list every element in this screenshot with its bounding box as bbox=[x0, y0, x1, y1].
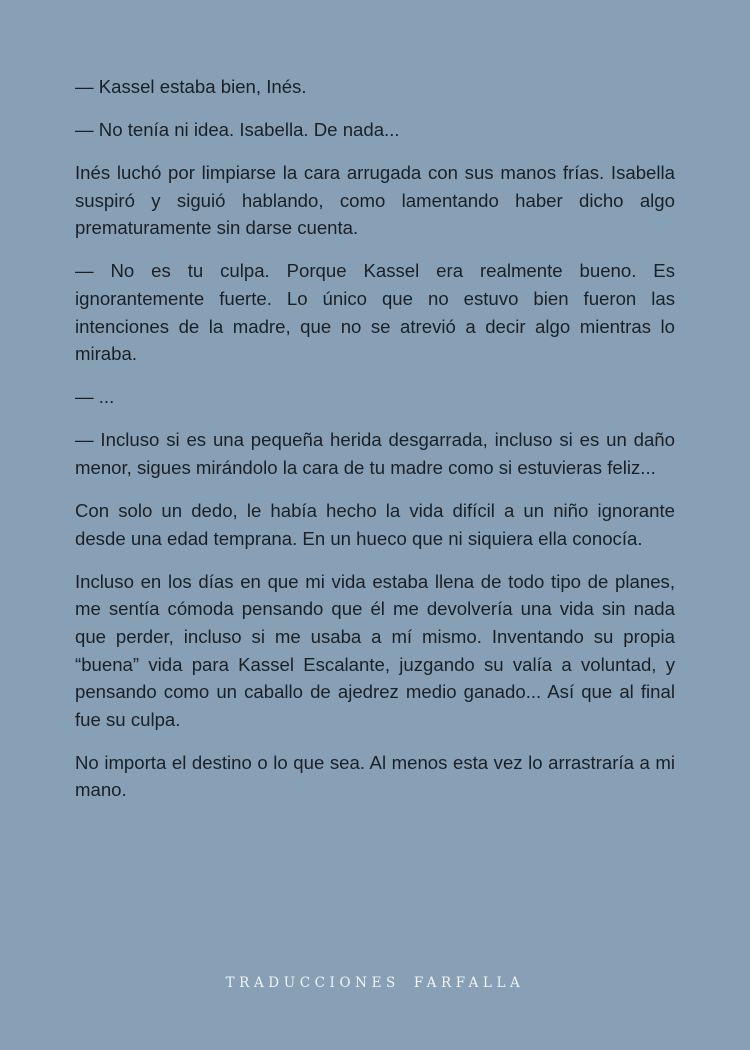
footer-word: TRADUCCIONES bbox=[225, 975, 400, 991]
paragraph: — Kassel estaba bien, Inés. bbox=[75, 76, 307, 97]
paragraph: — Incluso si es una pequeña herida desgarrada, incluso si es un daño menor, sigues mirándolo la cara de tu madre como si estuvieras feliz... bbox=[75, 429, 675, 479]
paragraph: Incluso en los días en que mi vida estaba llena de todo tipo de planes, me sentía cómoda pensando que él me devolvería una vida sin nada que perder, incluso si me usaba a mí mismo. Inventando su propia “buena” vida para Kassel Escalante, juzgando su valía a voluntad, y pensando como un caballo de ajedrez medio ganado... Así que al final fue su culpa. bbox=[75, 570, 675, 730]
paragraph: Inés luchó por limpiarse la cara arrugada con sus manos frías. Isabella suspiró y siguió hablando, como lamentando haber dicho algo prematuramente sin darse cuenta. bbox=[75, 162, 675, 239]
paragraph: — No tenía ni idea. Isabella. De nada... bbox=[75, 119, 400, 141]
paragraph: — No es tu culpa. Porque Kassel era realmente bueno. Es ignorantemente fuerte. Lo único que no estuvo bien fueron las intenciones de la madre, que no se atrevió a decir algo mientras lo miraba. bbox=[75, 260, 675, 365]
paragraph: No importa el destino o lo que sea. Al menos esta vez lo arrastraría a mi mano. bbox=[75, 751, 675, 801]
paragraph: — ... bbox=[75, 386, 115, 408]
footer-credit bbox=[0, 975, 750, 991]
page-body bbox=[75, 73, 675, 820]
footer-word: FARFALLA bbox=[413, 975, 525, 991]
paragraph: Con solo un dedo, le había hecho la vida difícil a un niño ignorante desde una edad temprana. En un hueco que ni siquiera ella conocía. bbox=[75, 500, 675, 549]
